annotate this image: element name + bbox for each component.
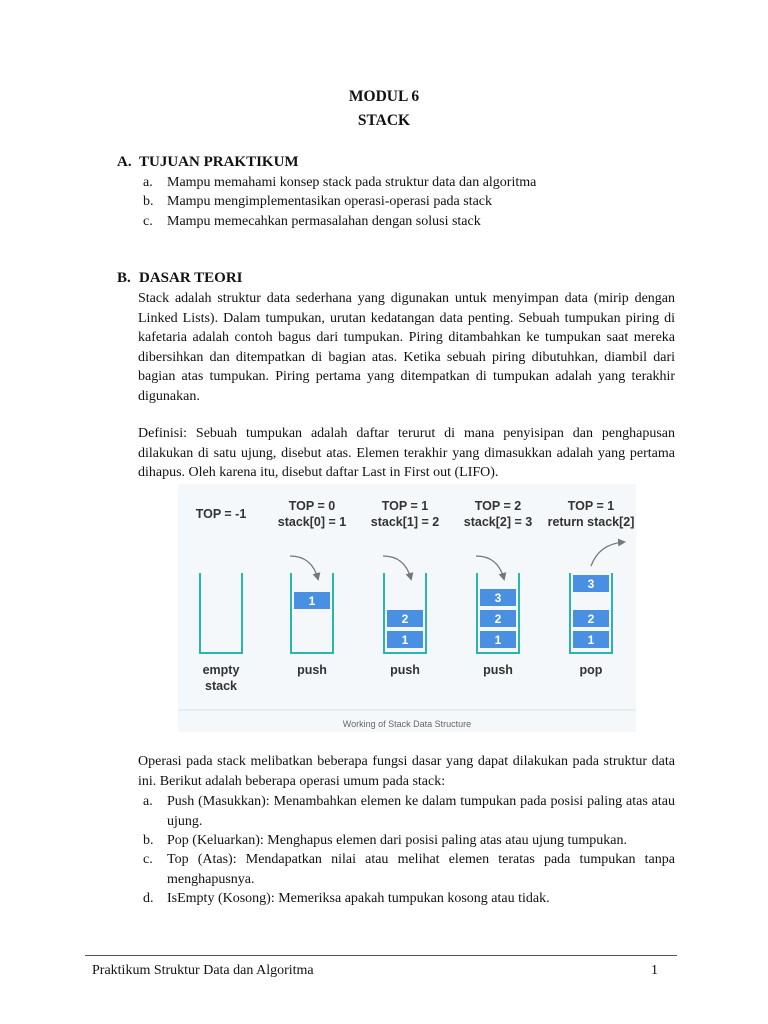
objective-item: [143, 214, 481, 230]
operation-label: push: [297, 663, 327, 677]
operation-item: [143, 792, 675, 831]
push-arrow: [476, 556, 504, 579]
popped-box-label: 3: [587, 577, 595, 591]
stack-box-label: 3: [494, 591, 502, 605]
section-a-number: A.: [117, 154, 132, 170]
list-marker: c.: [143, 214, 153, 229]
module-title: MODUL 6: [348, 88, 420, 105]
stage-label: TOP = -1: [195, 507, 247, 521]
stage-label: stack[2] = 3: [463, 515, 533, 529]
stage-label: TOP = 2: [474, 499, 522, 513]
figure-caption: Working of Stack Data Structure: [342, 719, 472, 729]
stage-label: TOP = 0: [288, 499, 336, 513]
operation-label: pop: [579, 663, 603, 677]
list-text: Push (Masukkan): Menambahkan elemen ke dalam tumpukan pada posisi paling atas atau ujung.: [167, 794, 675, 829]
list-text: Pop (Keluarkan): Menghapus elemen dari posisi paling atas atau ujung tumpukan.: [167, 833, 627, 848]
stack-box-label: 2: [494, 612, 502, 626]
operation-item: [143, 850, 675, 889]
stack-diagram-svg: [178, 484, 636, 732]
page-number: 1: [651, 963, 658, 978]
operation-label: push: [483, 663, 513, 677]
stack-container: [200, 573, 242, 653]
operation-item: [143, 889, 675, 909]
stack-diagram: [178, 484, 636, 732]
objective-item: [143, 175, 536, 191]
operations-intro: Operasi pada stack melibatkan beberapa fungsi dasar yang dapat dilakukan pada struktur data ini. Berikut adalah beberapa operasi umum pada stack:: [138, 754, 675, 789]
list-marker: c.: [143, 852, 153, 867]
section-b-number: B.: [117, 270, 131, 286]
footer-title: Praktikum Struktur Data dan Algoritma: [92, 963, 314, 978]
stage-label: TOP = 1: [381, 499, 429, 513]
objective-item: [143, 194, 492, 210]
stack-box-label: 2: [401, 612, 409, 626]
list-marker: a.: [143, 794, 153, 809]
theory-paragraph: Stack adalah struktur data sederhana yang digunakan untuk menyimpan data (mirip dengan Linked Lists). Dalam tumpukan, urutan kedatangan data penting. Sebuah tumpukan piring di kafetaria adalah contoh bagus dari tumpukan. Piring ditambahkan ke tumpukan saat mereka dibersihkan dan ditempatkan di bagian atas. Ketika sebuah piring dibutuhkan, diambil dari bagian atas tumpukan. Piring pertama yang ditempatkan di tumpukan adalah yang terakhir digunakan.: [138, 291, 675, 404]
stage-label: return stack[2]: [547, 515, 635, 529]
list-text: IsEmpty (Kosong): Memeriksa apakah tumpukan kosong atau tidak.: [167, 891, 550, 906]
push-arrow: [290, 556, 318, 579]
list-marker: b.: [143, 833, 154, 848]
stack-container: [291, 573, 333, 653]
list-text: Mampu memahami konsep stack pada struktur data dan algoritma: [167, 175, 537, 190]
list-text: Top (Atas): Mendapatkan nilai atau melihat elemen teratas pada tumpukan tanpa menghapusnya.: [167, 852, 675, 887]
list-marker: a.: [143, 175, 153, 190]
section-a-title: TUJUAN PRAKTIKUM: [139, 154, 299, 170]
stage-label: stack[1] = 2: [370, 515, 440, 529]
stack-box-label: 1: [401, 633, 409, 647]
stage-label: TOP = 1: [567, 499, 615, 513]
pop-arrow: [591, 542, 624, 566]
list-marker: d.: [143, 891, 154, 906]
list-text: Mampu memecahkan permasalahan dengan solusi stack: [167, 214, 481, 229]
stack-box-label: 1: [587, 633, 595, 647]
stack-box-label: 1: [494, 633, 502, 647]
definition-paragraph: Definisi: Sebuah tumpukan adalah daftar terurut di mana penyisipan dan penghapusan dilakukan di satu ujung, disebut atas. Elemen terakhir yang dimasukkan adalah yang pertama dihapus. Oleh karena itu, disebut daftar Last in First out (LIFO).: [138, 426, 675, 481]
operation-label: stack: [205, 679, 237, 693]
list-text: Mampu mengimplementasikan operasi-operasi pada stack: [167, 194, 493, 209]
section-b-title: DASAR TEORI: [139, 270, 243, 286]
section-a-heading: [117, 154, 299, 171]
stack-box-label: 2: [587, 612, 595, 626]
operation-label: push: [390, 663, 420, 677]
stack-box-label: 1: [308, 594, 316, 608]
operation-label: empty: [202, 663, 240, 677]
stage-label: stack[0] = 1: [277, 515, 347, 529]
footer-divider: [85, 955, 677, 956]
list-marker: b.: [143, 194, 154, 209]
section-b-heading: [117, 270, 243, 287]
push-arrow: [383, 556, 411, 579]
module-subtitle: STACK: [357, 112, 411, 129]
operation-item: [143, 831, 675, 851]
